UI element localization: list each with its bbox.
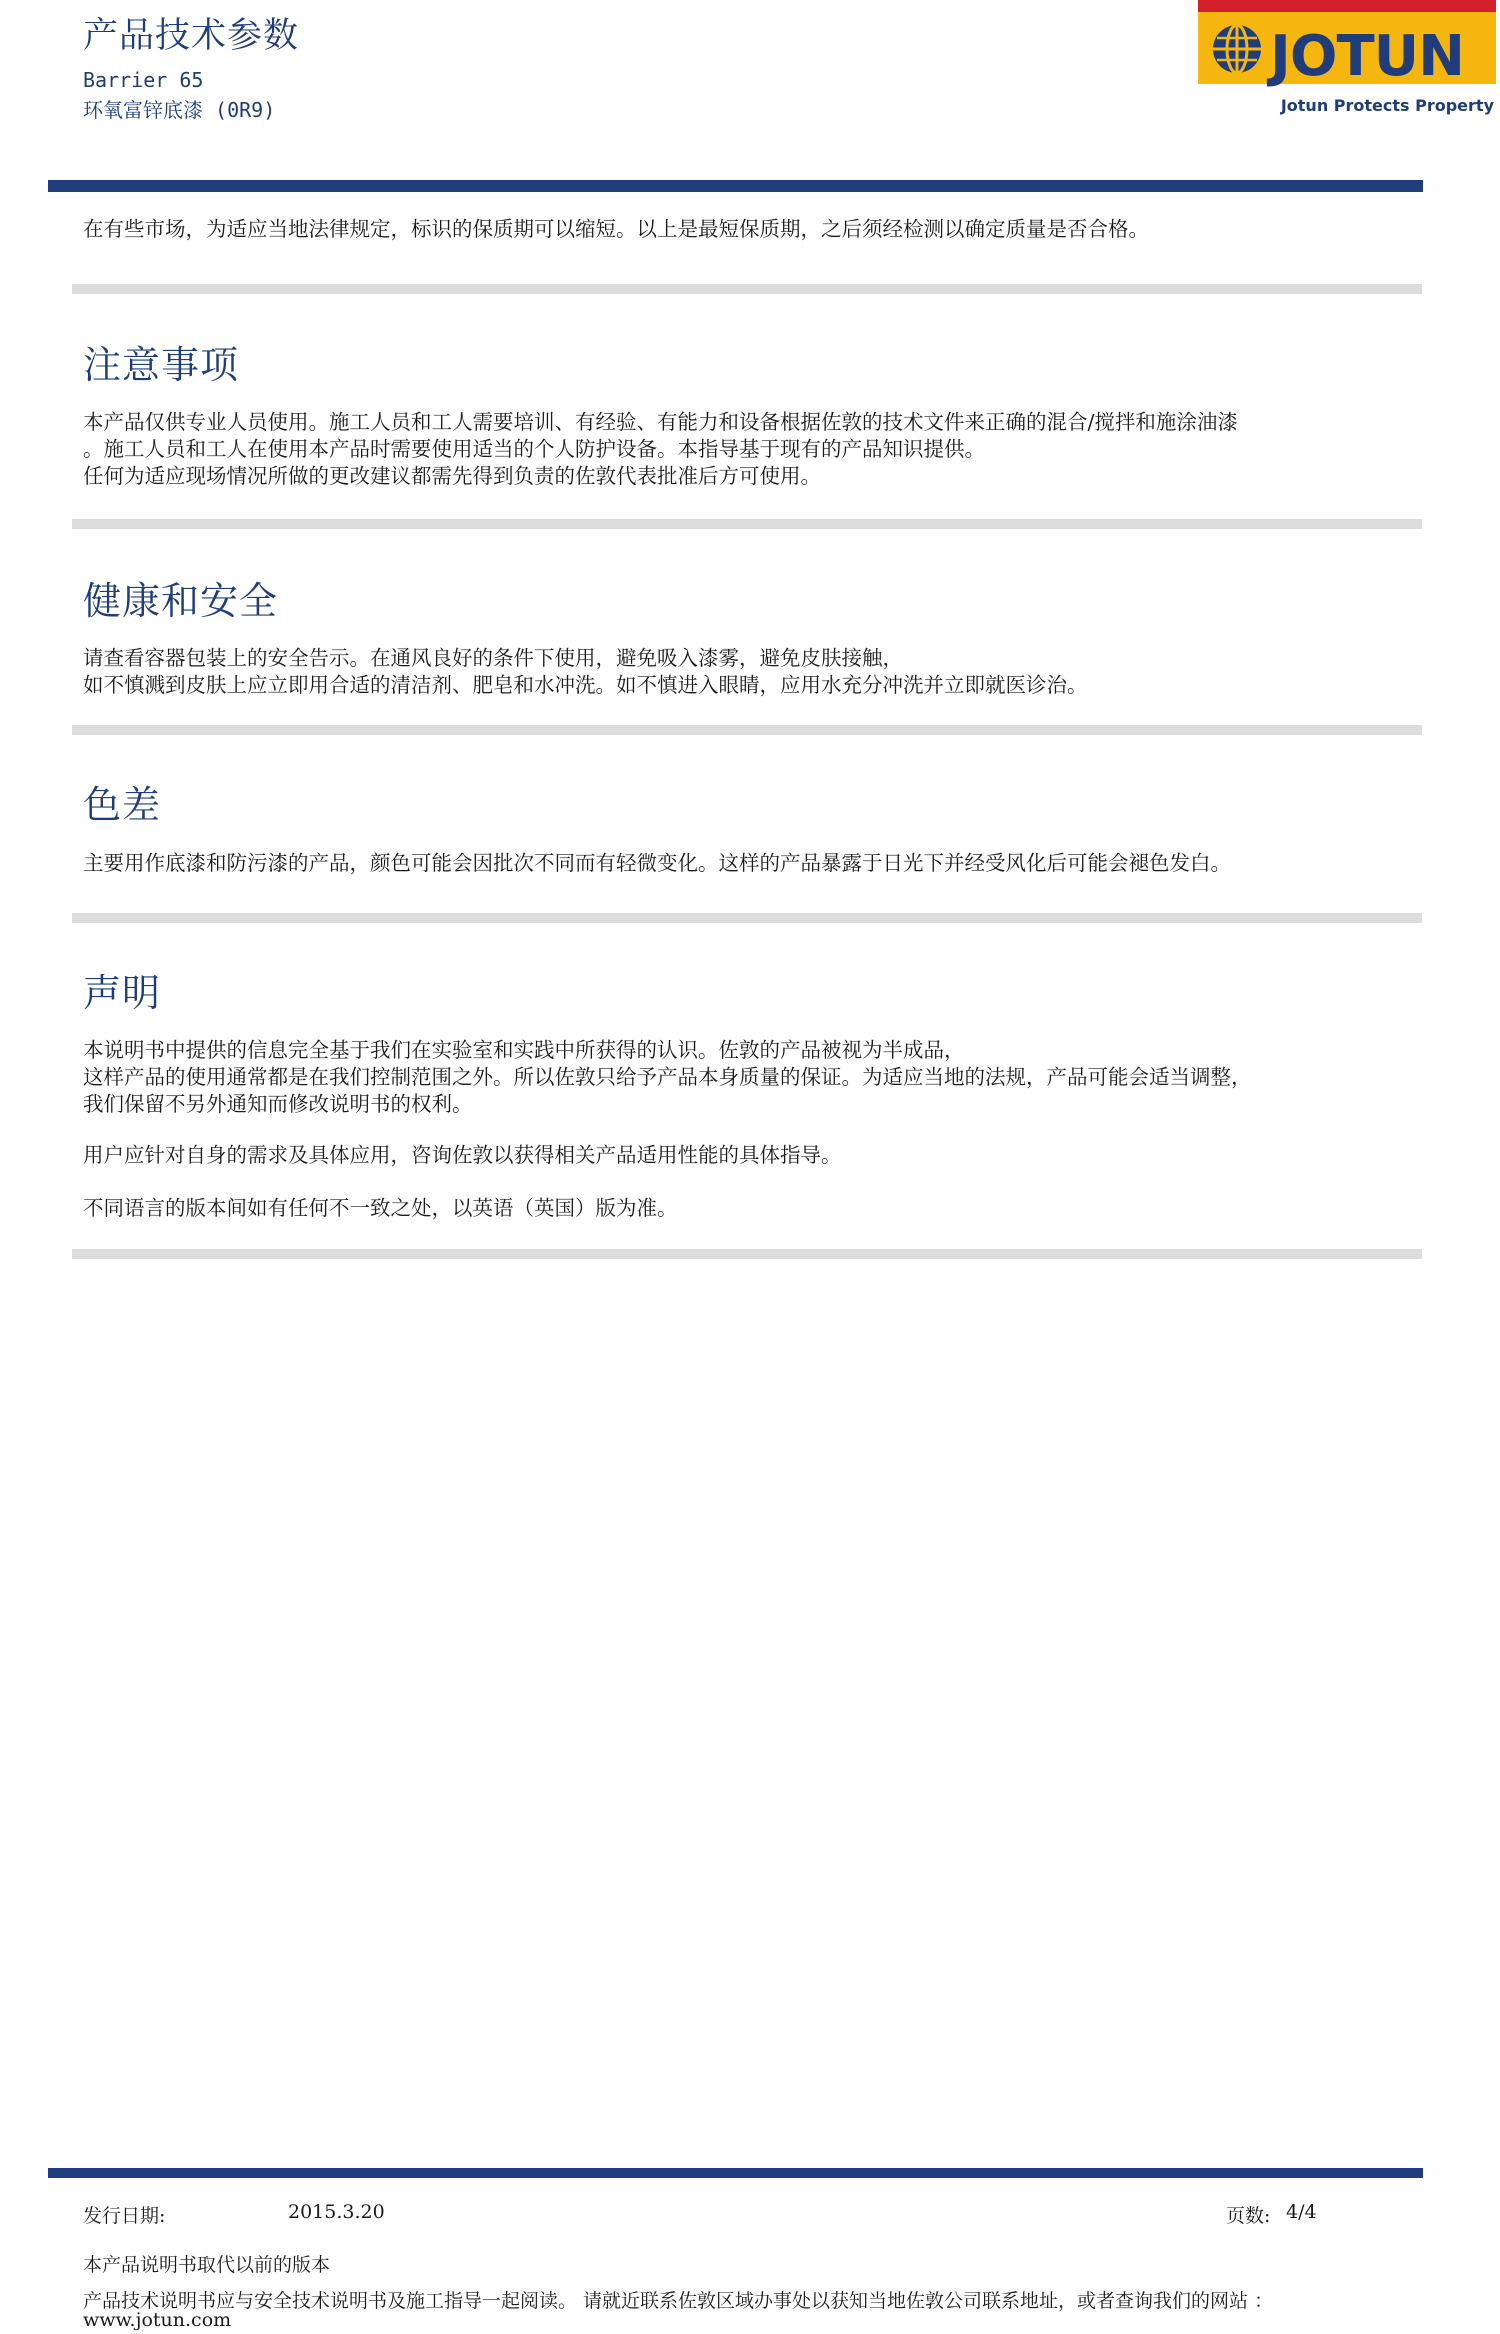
text-line: 。施工人员和工人在使用本产品时需要使用适当的个人防护设备。本指导基于现有的产品知识提供。 — [83, 437, 985, 461]
supersede-note: 本产品说明书取代以前的版本 — [83, 2254, 331, 2276]
disclaimer-text — [83, 1037, 1413, 1118]
text-line: 这样产品的使用通常都是在我们控制范围之外。所以佐敦只给予产品本身质量的保证。为适应当地的法规，产品可能会适当调整， — [83, 1065, 1252, 1089]
page-label: 页数: — [1226, 2205, 1271, 2227]
reading-note: 产品技术说明书应与安全技术说明书及施工指导一起阅读。 请就近联系佐敦区域办事处以获知当地佐敦公司联系地址，或者查询我们的网站 ： — [83, 2290, 1274, 2312]
page-header — [0, 0, 1500, 120]
text-line: 任何为适应现场情况所做的更改建议都需先得到负责的佐敦代表批准后方可使用。 — [83, 464, 821, 488]
color-difference-text — [83, 850, 1413, 877]
section-title-color-difference: 色差 — [83, 783, 162, 827]
section-divider — [72, 519, 1422, 529]
text-line: 如不慎溅到皮肤上应立即用合适的清洁剂、肥皂和水冲洗。如不慎进入眼睛，应用水充分冲洗并立即就医诊治。 — [83, 673, 1088, 697]
precautions-text — [83, 409, 1413, 490]
disclaimer-language-note: 不同语言的版本间如有任何不一致之处，以英语（英国）版为准。 — [83, 1196, 678, 1220]
footer-rule — [48, 2168, 1423, 2178]
text-line: 我们保留不另外通知而修改说明书的权利。 — [83, 1092, 473, 1116]
text-line: 本产品仅供专业人员使用。施工人员和工人需要培训、有经验、有能力和设备根据佐敦的技术文件来正确的混合/搅拌和施涂油漆 — [83, 410, 1238, 434]
text-line: 本说明书中提供的信息完全基于我们在实验室和实践中所获得的认识。佐敦的产品被视为半成品， — [83, 1038, 965, 1062]
website-link[interactable]: www.jotun.com — [83, 2309, 232, 2331]
logo-wordmark: JOTUN — [1270, 24, 1464, 89]
section-divider — [72, 284, 1422, 294]
section-title-health-safety: 健康和安全 — [83, 579, 279, 623]
globe-icon — [1210, 22, 1264, 76]
logo-tagline: Jotun Protects Property — [1280, 96, 1494, 115]
section-divider — [72, 913, 1422, 923]
section-divider — [72, 1249, 1422, 1259]
text-line: 请查看容器包装上的安全告示。在通风良好的条件下使用，避免吸入漆雾，避免皮肤接触， — [83, 646, 903, 670]
header-rule — [48, 180, 1423, 192]
health-safety-text — [83, 645, 1413, 699]
product-description: 环氧富锌底漆 (0R9) — [83, 98, 276, 122]
issue-date-value: 2015.3.20 — [288, 2201, 385, 2223]
section-title-disclaimer: 声明 — [83, 971, 162, 1015]
section-title-precautions: 注意事项 — [83, 343, 240, 387]
disclaimer-user-guidance: 用户应针对自身的需求及具体应用，咨询佐敦以获得相关产品适用性能的具体指导。 — [83, 1143, 842, 1167]
intro-paragraph: 在有些市场，为适应当地法律规定，标识的保质期可以缩短。以上是最短保质期，之后须经检测以确定质量是否合格。 — [83, 217, 1149, 241]
document-title: 产品技术参数 — [83, 16, 300, 56]
issue-date-label: 发行日期: — [83, 2205, 166, 2227]
page-number: 4/4 — [1286, 2201, 1317, 2223]
logo-red-stripe — [1198, 0, 1496, 12]
text-line: 主要用作底漆和防污漆的产品，颜色可能会因批次不同而有轻微变化。这样的产品暴露于日光下并经受风化后可能会褪色发白。 — [83, 851, 1231, 875]
product-name: Barrier 65 — [83, 68, 204, 92]
logo-yellow-box — [1198, 12, 1496, 89]
jotun-logo — [1198, 0, 1496, 122]
section-divider — [72, 725, 1422, 735]
